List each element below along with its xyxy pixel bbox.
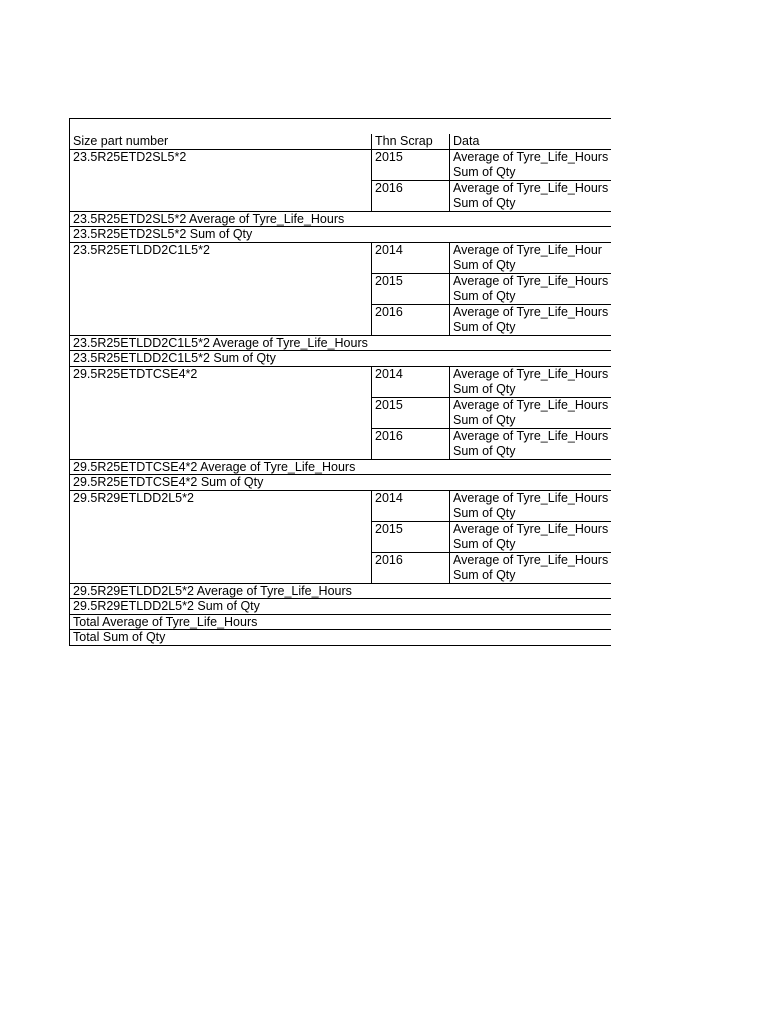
year-cell[interactable]: 2015 [371,398,449,414]
part-number-cell[interactable]: 23.5R25ETD2SL5*2 [69,150,371,166]
data-avg-cell[interactable]: Average of Tyre_Life_Hours [449,367,611,383]
subtotal-sum-label[interactable]: 23.5R25ETD2SL5*2 Sum of Qty [69,227,611,243]
part-number-cell[interactable]: 29.5R29ETLDD2L5*2 [69,491,371,507]
year-cell[interactable]: 2015 [371,150,449,166]
subtotal-avg-row [69,460,611,476]
year-cell[interactable]: 2016 [371,305,449,321]
year-continuation[interactable] [371,537,449,553]
table-row [69,367,611,383]
year-continuation[interactable] [371,196,449,212]
table-row [69,491,611,507]
table-row [69,289,611,305]
subtotal-sum-label[interactable]: 23.5R25ETLDD2C1L5*2 Sum of Qty [69,351,611,367]
year-continuation[interactable] [371,413,449,429]
year-continuation[interactable] [371,258,449,274]
year-cell[interactable]: 2014 [371,491,449,507]
pivot-table [69,118,611,646]
subtotal-sum-row [69,351,611,367]
subtotal-avg-label[interactable]: 23.5R25ETD2SL5*2 Average of Tyre_Life_Hours [69,212,611,228]
header-size-part-number[interactable]: Size part number [69,134,371,150]
pivot-title-row [69,118,611,134]
table-row [69,165,611,181]
data-sum-cell[interactable]: Sum of Qty [449,413,611,429]
subtotal-avg-row [69,336,611,352]
table-row [69,181,611,197]
table-row [69,196,611,212]
table-row [69,398,611,414]
table-row [69,444,611,460]
grand-total-sum-label[interactable]: Total Sum of Qty [69,630,611,646]
data-sum-cell[interactable]: Sum of Qty [449,568,611,584]
year-continuation[interactable] [371,320,449,336]
data-sum-cell[interactable]: Sum of Qty [449,382,611,398]
data-sum-cell[interactable]: Sum of Qty [449,320,611,336]
year-cell[interactable]: 2015 [371,274,449,290]
subtotal-sum-row [69,475,611,491]
table-row [69,150,611,166]
year-cell[interactable]: 2015 [371,522,449,538]
table-row [69,429,611,445]
data-sum-cell[interactable]: Sum of Qty [449,289,611,305]
part-number-continuation[interactable] [69,305,371,321]
table-row [69,568,611,584]
header-data[interactable]: Data [449,134,611,150]
data-avg-cell[interactable]: Average of Tyre_Life_Hours [449,305,611,321]
data-avg-cell[interactable]: Average of Tyre_Life_Hours [449,150,611,166]
table-row [69,274,611,290]
data-avg-cell[interactable]: Average of Tyre_Life_Hours [449,522,611,538]
data-avg-cell[interactable]: Average of Tyre_Life_Hour [449,243,611,259]
data-avg-cell[interactable]: Average of Tyre_Life_Hours [449,553,611,569]
part-number-continuation[interactable] [69,398,371,414]
year-cell[interactable]: 2016 [371,429,449,445]
year-cell[interactable]: 2014 [371,367,449,383]
year-cell[interactable]: 2016 [371,553,449,569]
part-number-continuation[interactable] [69,522,371,538]
grand-total-sum-row [69,630,611,646]
subtotal-avg-row [69,212,611,228]
part-number-continuation[interactable] [69,444,371,460]
header-thn-scrap[interactable]: Thn Scrap [371,134,449,150]
data-sum-cell[interactable]: Sum of Qty [449,258,611,274]
table-row [69,320,611,336]
data-sum-cell[interactable]: Sum of Qty [449,165,611,181]
year-continuation[interactable] [371,289,449,305]
part-number-continuation[interactable] [69,553,371,569]
subtotal-sum-label[interactable]: 29.5R29ETLDD2L5*2 Sum of Qty [69,599,611,615]
subtotal-sum-row [69,227,611,243]
subtotal-avg-row [69,584,611,600]
part-number-continuation[interactable] [69,258,371,274]
year-continuation[interactable] [371,444,449,460]
table-row [69,243,611,259]
table-row [69,506,611,522]
data-sum-cell[interactable]: Sum of Qty [449,196,611,212]
part-number-continuation[interactable] [69,165,371,181]
part-number-continuation[interactable] [69,181,371,197]
table-row [69,382,611,398]
part-number-continuation[interactable] [69,274,371,290]
part-number-continuation[interactable] [69,413,371,429]
grand-total-avg-row [69,615,611,631]
part-number-cell[interactable]: 23.5R25ETLDD2C1L5*2 [69,243,371,259]
data-sum-cell[interactable]: Sum of Qty [449,506,611,522]
part-number-continuation[interactable] [69,537,371,553]
part-number-continuation[interactable] [69,196,371,212]
year-continuation[interactable] [371,165,449,181]
data-avg-cell[interactable]: Average of Tyre_Life_Hours [449,491,611,507]
data-sum-cell[interactable]: Sum of Qty [449,444,611,460]
subtotal-avg-label[interactable]: 29.5R25ETDTCSE4*2 Average of Tyre_Life_Hours [69,460,611,476]
year-continuation[interactable] [371,382,449,398]
subtotal-sum-row [69,599,611,615]
subtotal-avg-label[interactable]: 29.5R29ETLDD2L5*2 Average of Tyre_Life_Hours [69,584,611,600]
subtotal-sum-label[interactable]: 29.5R25ETDTCSE4*2 Sum of Qty [69,475,611,491]
subtotal-avg-label[interactable]: 23.5R25ETLDD2C1L5*2 Average of Tyre_Life_Hours [69,336,611,352]
year-cell[interactable]: 2016 [371,181,449,197]
data-avg-cell[interactable]: Average of Tyre_Life_Hours [449,181,611,197]
part-number-continuation[interactable] [69,382,371,398]
part-number-continuation[interactable] [69,289,371,305]
pivot-header-row [69,134,611,150]
table-row [69,522,611,538]
year-cell[interactable]: 2014 [371,243,449,259]
data-avg-cell[interactable]: Average of Tyre_Life_Hours [449,398,611,414]
year-continuation[interactable] [371,568,449,584]
table-row [69,305,611,321]
data-avg-cell[interactable]: Average of Tyre_Life_Hours [449,429,611,445]
table-row [69,537,611,553]
table-row [69,413,611,429]
part-number-cell[interactable]: 29.5R25ETDTCSE4*2 [69,367,371,383]
part-number-continuation[interactable] [69,506,371,522]
table-row [69,258,611,274]
year-continuation[interactable] [371,506,449,522]
data-sum-cell[interactable]: Sum of Qty [449,537,611,553]
data-avg-cell[interactable]: Average of Tyre_Life_Hours [449,274,611,290]
table-row [69,553,611,569]
grand-total-avg-label[interactable]: Total Average of Tyre_Life_Hours [69,615,611,631]
part-number-continuation[interactable] [69,320,371,336]
part-number-continuation[interactable] [69,568,371,584]
part-number-continuation[interactable] [69,429,371,445]
